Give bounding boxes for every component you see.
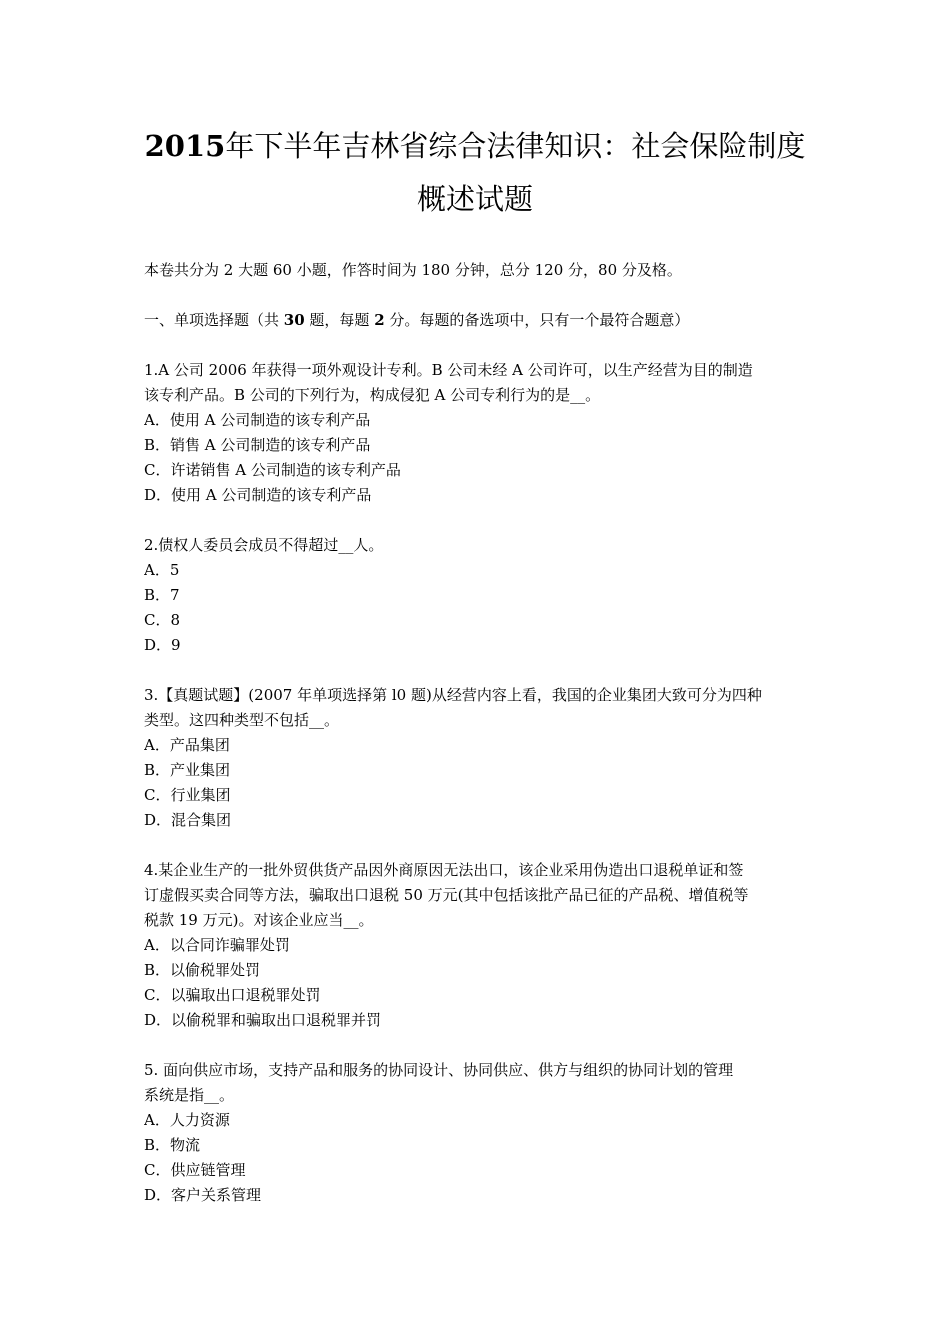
question-1 [144, 358, 808, 508]
option-a: A．以合同诈骗罪处罚 [144, 936, 290, 954]
option-a: A．5 [144, 561, 180, 579]
option-a: A．使用 A 公司制造的该专利产品 [144, 411, 371, 429]
option-b: B．销售 A 公司制造的该专利产品 [144, 436, 371, 454]
question-stem-line: 类型。这四种类型不包括__。 [144, 711, 340, 729]
option-c: C．许诺销售 A 公司制造的该专利产品 [144, 461, 401, 479]
question-stem-line: 3.【真题试题】(2007 年单项选择第 l0 题)从经营内容上看，我国的企业集团大致可分为四种 [144, 686, 762, 704]
exam-intro: 本卷共分为 2 大题 60 小题，作答时间为 180 分钟，总分 120 分，80 分及格。 [144, 261, 682, 279]
document-title-line-1 [0, 128, 950, 164]
question-5 [144, 1058, 808, 1208]
option-b: B．产业集团 [144, 761, 231, 779]
question-4 [144, 858, 808, 1033]
question-stem-line: 2.债权人委员会成员不得超过__人。 [144, 536, 384, 554]
question-2 [144, 533, 808, 658]
question-3 [144, 683, 808, 833]
question-stem-line: 该专利产品。B 公司的下列行为，构成侵犯 A 公司专利行为的是__。 [144, 386, 601, 404]
section-suffix: 分。每题的备选项中，只有一个最符合题意） [384, 311, 690, 329]
option-c: C．8 [144, 611, 181, 629]
document-title-line-2: 概述试题 [416, 182, 533, 216]
option-b: B．物流 [144, 1136, 201, 1154]
option-c: C．以骗取出口退税罪处罚 [144, 986, 321, 1004]
option-d: D．混合集团 [144, 811, 232, 829]
section-count: 30 [283, 311, 305, 329]
option-d: D．9 [144, 636, 181, 654]
title-year: 2015 [144, 129, 226, 163]
section-prefix: 一、单项选择题（共 [144, 311, 284, 329]
document-body [144, 258, 808, 1233]
option-c: C．供应链管理 [144, 1161, 246, 1179]
option-d: D．使用 A 公司制造的该专利产品 [144, 486, 372, 504]
option-a: A．人力资源 [144, 1111, 230, 1129]
title-text: 年下半年吉林省综合法律知识：社会保险制度 [225, 129, 806, 163]
question-stem-line: 5. 面向供应市场，支持产品和服务的协同设计、协同供应、供方与组织的协同计划的管理 [144, 1061, 734, 1079]
section-heading [144, 308, 808, 333]
question-stem-line: 4.某企业生产的一批外贸供货产品因外商原因无法出口，该企业采用伪造出口退税单证和签 [144, 861, 744, 879]
option-c: C．行业集团 [144, 786, 231, 804]
option-d: D．以偷税罪和骗取出口退税罪并罚 [144, 1011, 382, 1029]
question-stem-line: 系统是指__。 [144, 1086, 235, 1104]
option-b: B．以偷税罪处罚 [144, 961, 261, 979]
question-stem-line: 1.A 公司 2006 年获得一项外观设计专利。B 公司未经 A 公司许可，以生产经营为目的制造 [144, 361, 753, 379]
question-stem-line: 订虚假买卖合同等方法，骗取出口退税 50 万元(其中包括该批产品已征的产品税、增值税等 [144, 886, 749, 904]
question-stem-line: 税款 19 万元)。对该企业应当__。 [144, 911, 374, 929]
option-d: D．客户关系管理 [144, 1186, 262, 1204]
option-b: B．7 [144, 586, 180, 604]
section-mid: 题，每题 [304, 311, 375, 329]
option-a: A．产品集团 [144, 736, 230, 754]
section-points: 2 [374, 311, 385, 329]
